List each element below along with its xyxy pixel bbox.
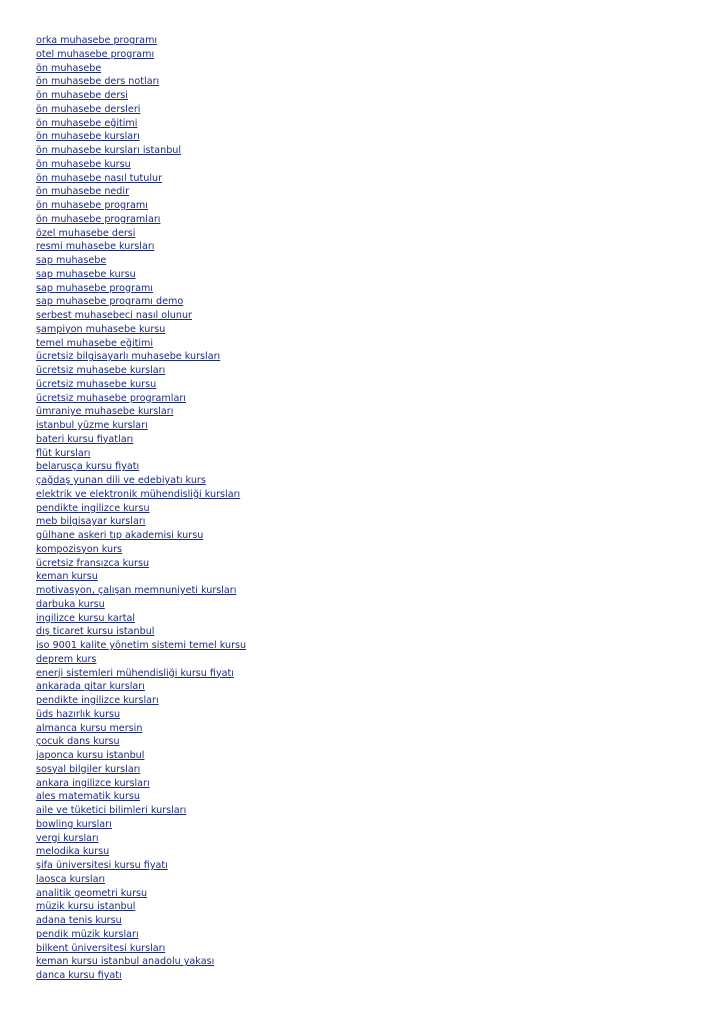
keyword-link[interactable]: çağdaş yunan dili ve edebiyatı kurs: [36, 475, 206, 486]
keyword-link[interactable]: ön muhasebe eğitimi: [36, 117, 138, 129]
list-item: [36, 912, 716, 926]
keyword-link[interactable]: sap muhasebe programı demo: [36, 296, 184, 308]
list-item: [36, 472, 716, 486]
keyword-link[interactable]: müzik kursu istanbul: [36, 901, 136, 913]
keyword-link[interactable]: ales matematik kursu: [36, 791, 141, 803]
keyword-link[interactable]: ön muhasebe programları: [36, 213, 161, 225]
list-item: [36, 747, 716, 761]
keyword-link[interactable]: gülhane askeri tıp akademisi kursu: [36, 530, 204, 541]
keyword-link[interactable]: ön muhasebe kursları: [36, 131, 140, 143]
keyword-link[interactable]: ümraniye muhasebe kursları: [36, 406, 174, 418]
keyword-link[interactable]: sap muhasebe programı: [36, 282, 153, 294]
keyword-link[interactable]: keman kursu istanbul anadolu yakası: [36, 956, 215, 968]
list-item: [36, 816, 716, 830]
keyword-link[interactable]: danca kursu fiyatı: [36, 970, 122, 981]
keyword-link[interactable]: iso 9001 kalite yönetim sistemi temel kursu: [36, 640, 247, 651]
list-item: [36, 706, 716, 720]
list-item: [36, 665, 716, 679]
keyword-link[interactable]: ön muhasebe kursu: [36, 158, 131, 170]
list-item: [36, 101, 716, 115]
keyword-link[interactable]: darbuka kursu: [36, 598, 105, 610]
keyword-link[interactable]: sap muhasebe kursu: [36, 268, 136, 280]
list-item: [36, 623, 716, 637]
keyword-link[interactable]: motivasyon, çalışan memnuniyeti kursları: [36, 585, 237, 596]
list-item: [36, 555, 716, 569]
keyword-link[interactable]: aile ve tüketici bilimleri kursları: [36, 805, 187, 816]
list-item: [36, 637, 716, 651]
keyword-link[interactable]: japonca kursu istanbul: [36, 750, 145, 761]
list-item: [36, 115, 716, 129]
keyword-link[interactable]: serbest muhasebeci nasıl olunur: [36, 310, 192, 321]
keyword-link[interactable]: almanca kursu mersin: [36, 722, 143, 734]
list-item: [36, 953, 716, 967]
keyword-link[interactable]: belarusça kursu fiyatı: [36, 461, 140, 473]
list-item: [36, 513, 716, 527]
list-item: [36, 87, 716, 101]
list-item: [36, 596, 716, 610]
keyword-link[interactable]: ön muhasebe ders notları: [36, 76, 160, 88]
keyword-link[interactable]: enerji sistemleri mühendisliği kursu fiyatı: [36, 667, 234, 679]
keyword-link[interactable]: deprem kurs: [36, 653, 97, 665]
list-item: [36, 252, 716, 266]
keyword-link[interactable]: şifa üniversitesi kursu fiyatı: [36, 860, 168, 871]
list-item: [36, 335, 716, 349]
list-item: [36, 898, 716, 912]
list-item: [36, 500, 716, 514]
list-item: [36, 156, 716, 170]
keyword-link[interactable]: ingilizce kursu kartal: [36, 612, 136, 624]
list-item: [36, 967, 716, 981]
keyword-link[interactable]: pendik müzik kursları: [36, 928, 139, 940]
list-item: [36, 183, 716, 197]
keyword-link[interactable]: laosca kursları: [36, 873, 106, 885]
keyword-link[interactable]: bilkent üniversitesi kursları: [36, 942, 166, 954]
keyword-link[interactable]: bateri kursu fiyatları: [36, 433, 134, 445]
keyword-link[interactable]: ön muhasebe dersi: [36, 90, 128, 101]
keyword-link[interactable]: istanbul yüzme kursları: [36, 420, 148, 431]
keyword-link[interactable]: melodika kursu: [36, 846, 110, 858]
list-item: [36, 403, 716, 417]
keyword-link[interactable]: ön muhasebe kursları istanbul: [36, 145, 182, 156]
keyword-link[interactable]: ücretsiz bilgisayarlı muhasebe kursları: [36, 351, 221, 363]
list-item: [36, 678, 716, 692]
list-item: [36, 857, 716, 871]
keyword-link[interactable]: analitik geometri kursu: [36, 887, 148, 899]
link-list: [36, 32, 716, 981]
keyword-link[interactable]: ücretsiz muhasebe kursları: [36, 365, 166, 376]
list-item: [36, 348, 716, 362]
list-item: [36, 431, 716, 445]
keyword-link[interactable]: meb bilgisayar kursları: [36, 516, 146, 528]
list-item: [36, 926, 716, 940]
list-item: [36, 197, 716, 211]
keyword-link[interactable]: flüt kursları: [36, 447, 91, 459]
list-item: [36, 527, 716, 541]
list-item: [36, 46, 716, 60]
keyword-link[interactable]: elektrik ve elektronik mühendisliği kursları: [36, 488, 241, 500]
list-item: [36, 692, 716, 706]
list-item: [36, 417, 716, 431]
keyword-link[interactable]: bowling kursları: [36, 818, 112, 830]
list-item: [36, 720, 716, 734]
list-item: [36, 733, 716, 747]
list-item: [36, 307, 716, 321]
keyword-link[interactable]: kompozisyon kurs: [36, 543, 123, 555]
list-item: [36, 486, 716, 500]
list-item: [36, 871, 716, 885]
keyword-link[interactable]: ön muhasebe programı: [36, 200, 148, 211]
list-item: [36, 280, 716, 294]
list-item: [36, 445, 716, 459]
list-item: [36, 582, 716, 596]
keyword-link[interactable]: çocuk dans kursu: [36, 736, 120, 748]
list-item: [36, 940, 716, 954]
keyword-link[interactable]: pendikte ingilizce kursları: [36, 695, 159, 706]
keyword-link[interactable]: orka muhasebe programı: [36, 35, 158, 46]
keyword-link[interactable]: sosyal bilgiler kursları: [36, 763, 141, 775]
list-item: [36, 610, 716, 624]
list-item: [36, 142, 716, 156]
list-item: [36, 238, 716, 252]
list-item: [36, 788, 716, 802]
keyword-link[interactable]: vergi kursları: [36, 832, 99, 844]
keyword-link[interactable]: adana tenis kursu: [36, 915, 122, 926]
keyword-link[interactable]: ankara ingilizce kursları: [36, 777, 150, 789]
list-item: [36, 321, 716, 335]
keyword-link[interactable]: keman kursu: [36, 571, 98, 583]
keyword-link[interactable]: sap muhasebe: [36, 255, 107, 266]
keyword-link[interactable]: pendikte ingilizce kursu: [36, 502, 150, 514]
list-item: [36, 73, 716, 87]
keyword-link[interactable]: şampiyon muhasebe kursu: [36, 323, 166, 335]
list-item: [36, 802, 716, 816]
list-item: [36, 170, 716, 184]
list-item: [36, 32, 716, 46]
keyword-link[interactable]: ücretsiz fransızca kursu: [36, 557, 150, 569]
list-item: [36, 761, 716, 775]
list-item: [36, 362, 716, 376]
list-item: [36, 390, 716, 404]
list-item: [36, 211, 716, 225]
keyword-link[interactable]: ön muhasebe dersleri: [36, 103, 141, 115]
keyword-link[interactable]: resmi muhasebe kursları: [36, 241, 155, 253]
keyword-link[interactable]: özel muhasebe dersi: [36, 227, 136, 239]
list-item: [36, 651, 716, 665]
list-item: [36, 843, 716, 857]
list-item: [36, 458, 716, 472]
keyword-link[interactable]: ön muhasebe nedir: [36, 186, 130, 198]
list-item: [36, 775, 716, 789]
keyword-link[interactable]: temel muhasebe eğitimi: [36, 337, 154, 349]
list-item: [36, 266, 716, 280]
list-item: [36, 128, 716, 142]
document-page: [36, 32, 716, 981]
list-item: [36, 225, 716, 239]
keyword-link[interactable]: üds hazırlık kursu: [36, 708, 121, 720]
keyword-link[interactable]: ücretsiz muhasebe kursu: [36, 378, 157, 390]
list-item: [36, 885, 716, 899]
keyword-link[interactable]: dış ticaret kursu istanbul: [36, 626, 155, 638]
list-item: [36, 376, 716, 390]
keyword-link[interactable]: ön muhasebe: [36, 62, 102, 74]
list-item: [36, 60, 716, 74]
list-item: [36, 568, 716, 582]
list-item: [36, 293, 716, 307]
keyword-link[interactable]: ön muhasebe nasıl tutulur: [36, 172, 163, 184]
list-item: [36, 830, 716, 844]
list-item: [36, 541, 716, 555]
keyword-link[interactable]: ücretsiz muhasebe programları: [36, 392, 186, 404]
keyword-link[interactable]: ankarada gitar kursları: [36, 681, 145, 693]
keyword-link[interactable]: otel muhasebe programı: [36, 48, 155, 60]
